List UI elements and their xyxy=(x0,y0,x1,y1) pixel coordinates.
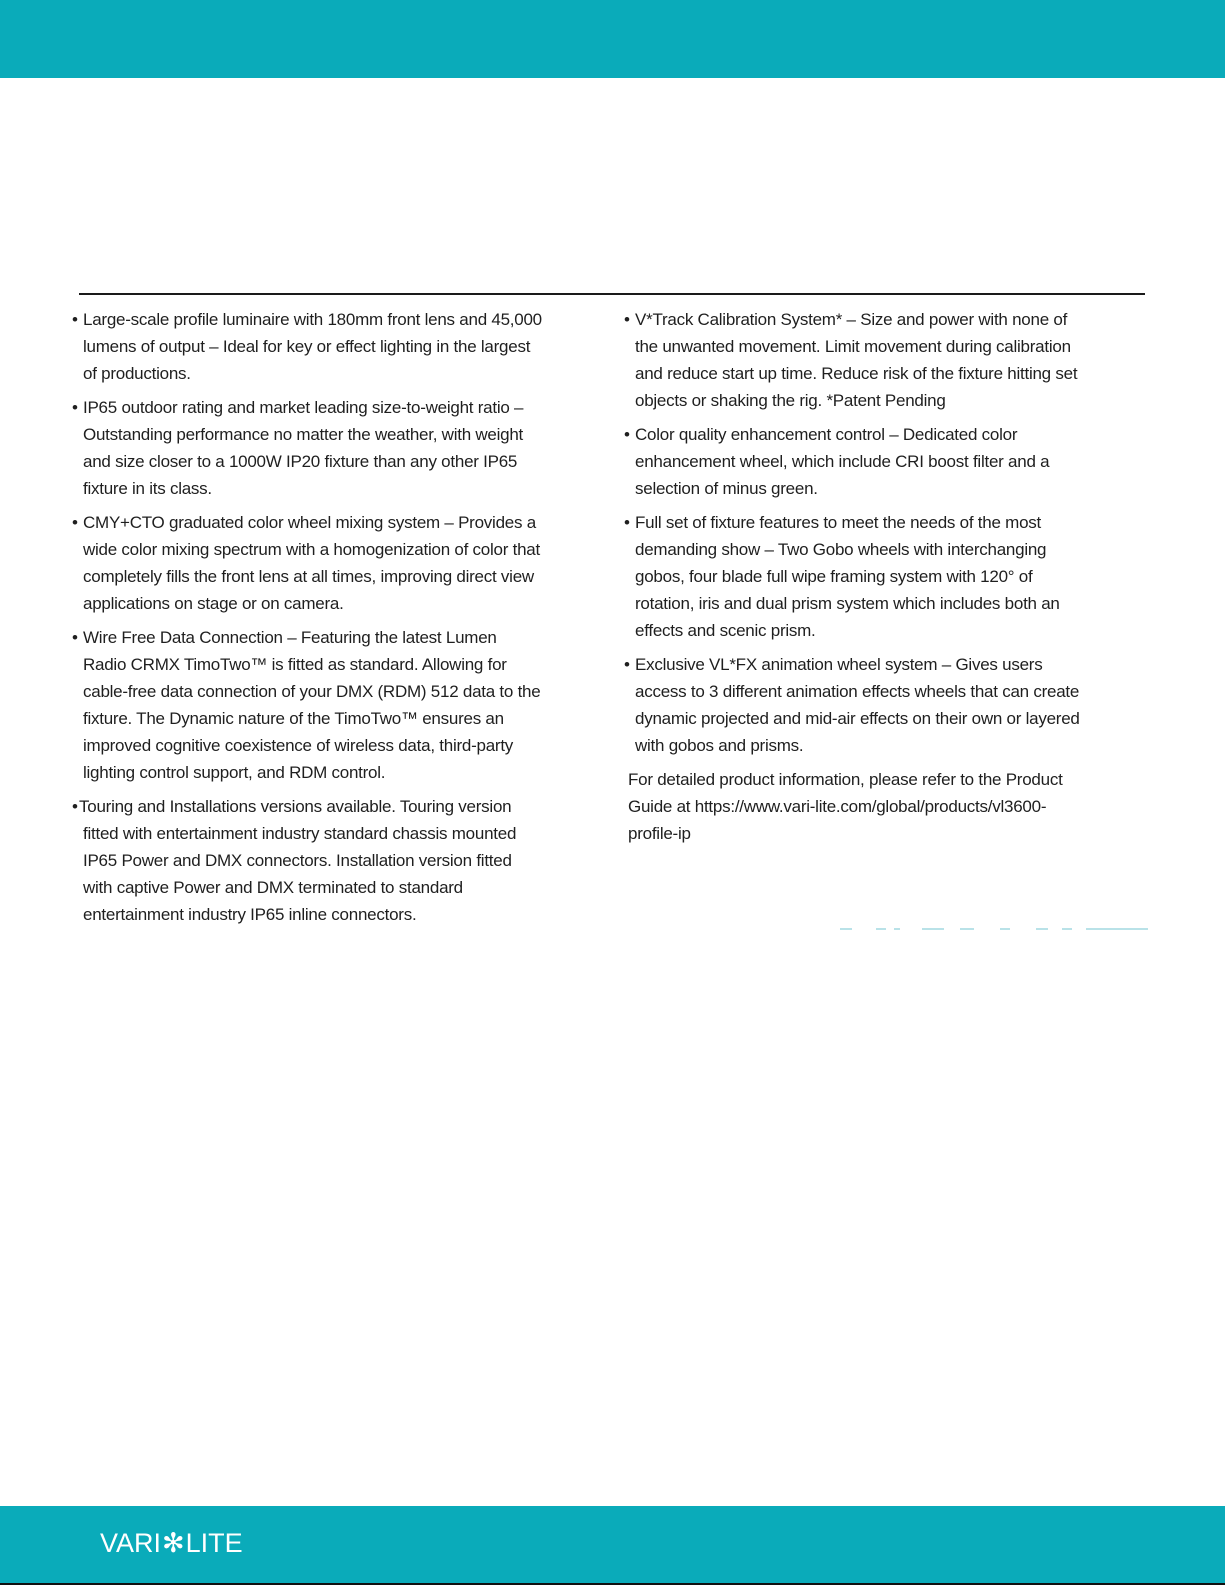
header-band xyxy=(0,0,1225,78)
feature-bullet xyxy=(72,793,542,928)
decorative-dashed-line xyxy=(840,928,1150,930)
product-info-note: For detailed product information, please refer to the Product Guide at https://www.vari-lite.com/global/products/vl3600-profile-ip xyxy=(628,770,1063,843)
bullet-marker: • xyxy=(72,797,78,816)
right-feature-column xyxy=(624,306,1084,847)
bullet-marker: • xyxy=(624,655,630,674)
feature-text: Exclusive VL*FX animation wheel system – Gives users access to 3 different animation effects wheels that can create dynamic projected and mid-air effects on their own or layered with gobos and prisms. xyxy=(635,655,1080,755)
feature-text: V*Track Calibration System* – Size and power with none of the unwanted movement. Limit movement during calibration and reduce start up time. Reduce risk of the fixture hitting set objects or shaking the rig. *Patent Pending xyxy=(635,310,1078,410)
feature-text: Wire Free Data Connection – Featuring the latest Lumen Radio CRMX TimoTwo™ is fitted as standard. Allowing for cable-free data connection of your DMX (RDM) 512 data to the fixture. The Dynamic nature of the TimoTwo™ ensures an improved cognitive coexistence of wireless data, third-party lighting control support, and RDM control. xyxy=(83,628,541,782)
logo-star-icon: ✻ xyxy=(162,1527,185,1558)
feature-bullet xyxy=(624,509,1084,644)
bullet-marker: • xyxy=(624,513,630,532)
feature-text: IP65 outdoor rating and market leading size-to-weight ratio – Outstanding performance no matter the weather, with weight and size closer to a 1000W IP20 fixture than any other IP65 fixture in its class. xyxy=(83,398,524,498)
bullet-marker: • xyxy=(72,398,78,417)
logo-text-right: LITE xyxy=(185,1527,243,1558)
bullet-marker: • xyxy=(72,513,78,532)
left-feature-column xyxy=(72,306,542,935)
feature-bullet xyxy=(72,509,542,617)
feature-text: Large-scale profile luminaire with 180mm front lens and 45,000 lumens of output – Ideal for key or effect lighting in the largest of productions. xyxy=(83,310,542,383)
feature-bullet xyxy=(624,651,1084,759)
bullet-marker: • xyxy=(624,425,630,444)
feature-bullet xyxy=(72,394,542,502)
vari-lite-logo xyxy=(100,1528,243,1558)
feature-bullet xyxy=(72,624,542,786)
feature-bullet xyxy=(624,306,1084,414)
feature-bullet xyxy=(72,306,542,387)
feature-text: Full set of fixture features to meet the needs of the most demanding show – Two Gobo wheels with interchanging gobos, four blade full wipe framing system with 120° of rotation, iris and dual prism system which includes both an effects and scenic prism. xyxy=(635,513,1060,640)
logo-text-left: VARI xyxy=(100,1527,162,1558)
feature-text: Color quality enhancement control – Dedicated color enhancement wheel, which include CRI boost filter and a selection of minus green. xyxy=(635,425,1050,498)
feature-bullet xyxy=(624,421,1084,502)
bullet-marker: • xyxy=(72,310,78,329)
feature-text: Touring and Installations versions available. Touring version fitted with entertainment industry standard chassis mounted IP65 Power and DMX connectors. Installation version fitted with captive Power and DMX terminated to standard entertainment industry IP65 inline connectors. xyxy=(79,797,517,924)
section-divider xyxy=(79,293,1145,295)
bullet-marker: • xyxy=(624,310,630,329)
feature-text: CMY+CTO graduated color wheel mixing system – Provides a wide color mixing spectrum with a homogenization of color that completely fills the front lens at all times, improving direct view applications on stage or on camera. xyxy=(83,513,540,613)
bullet-marker: • xyxy=(72,628,78,647)
